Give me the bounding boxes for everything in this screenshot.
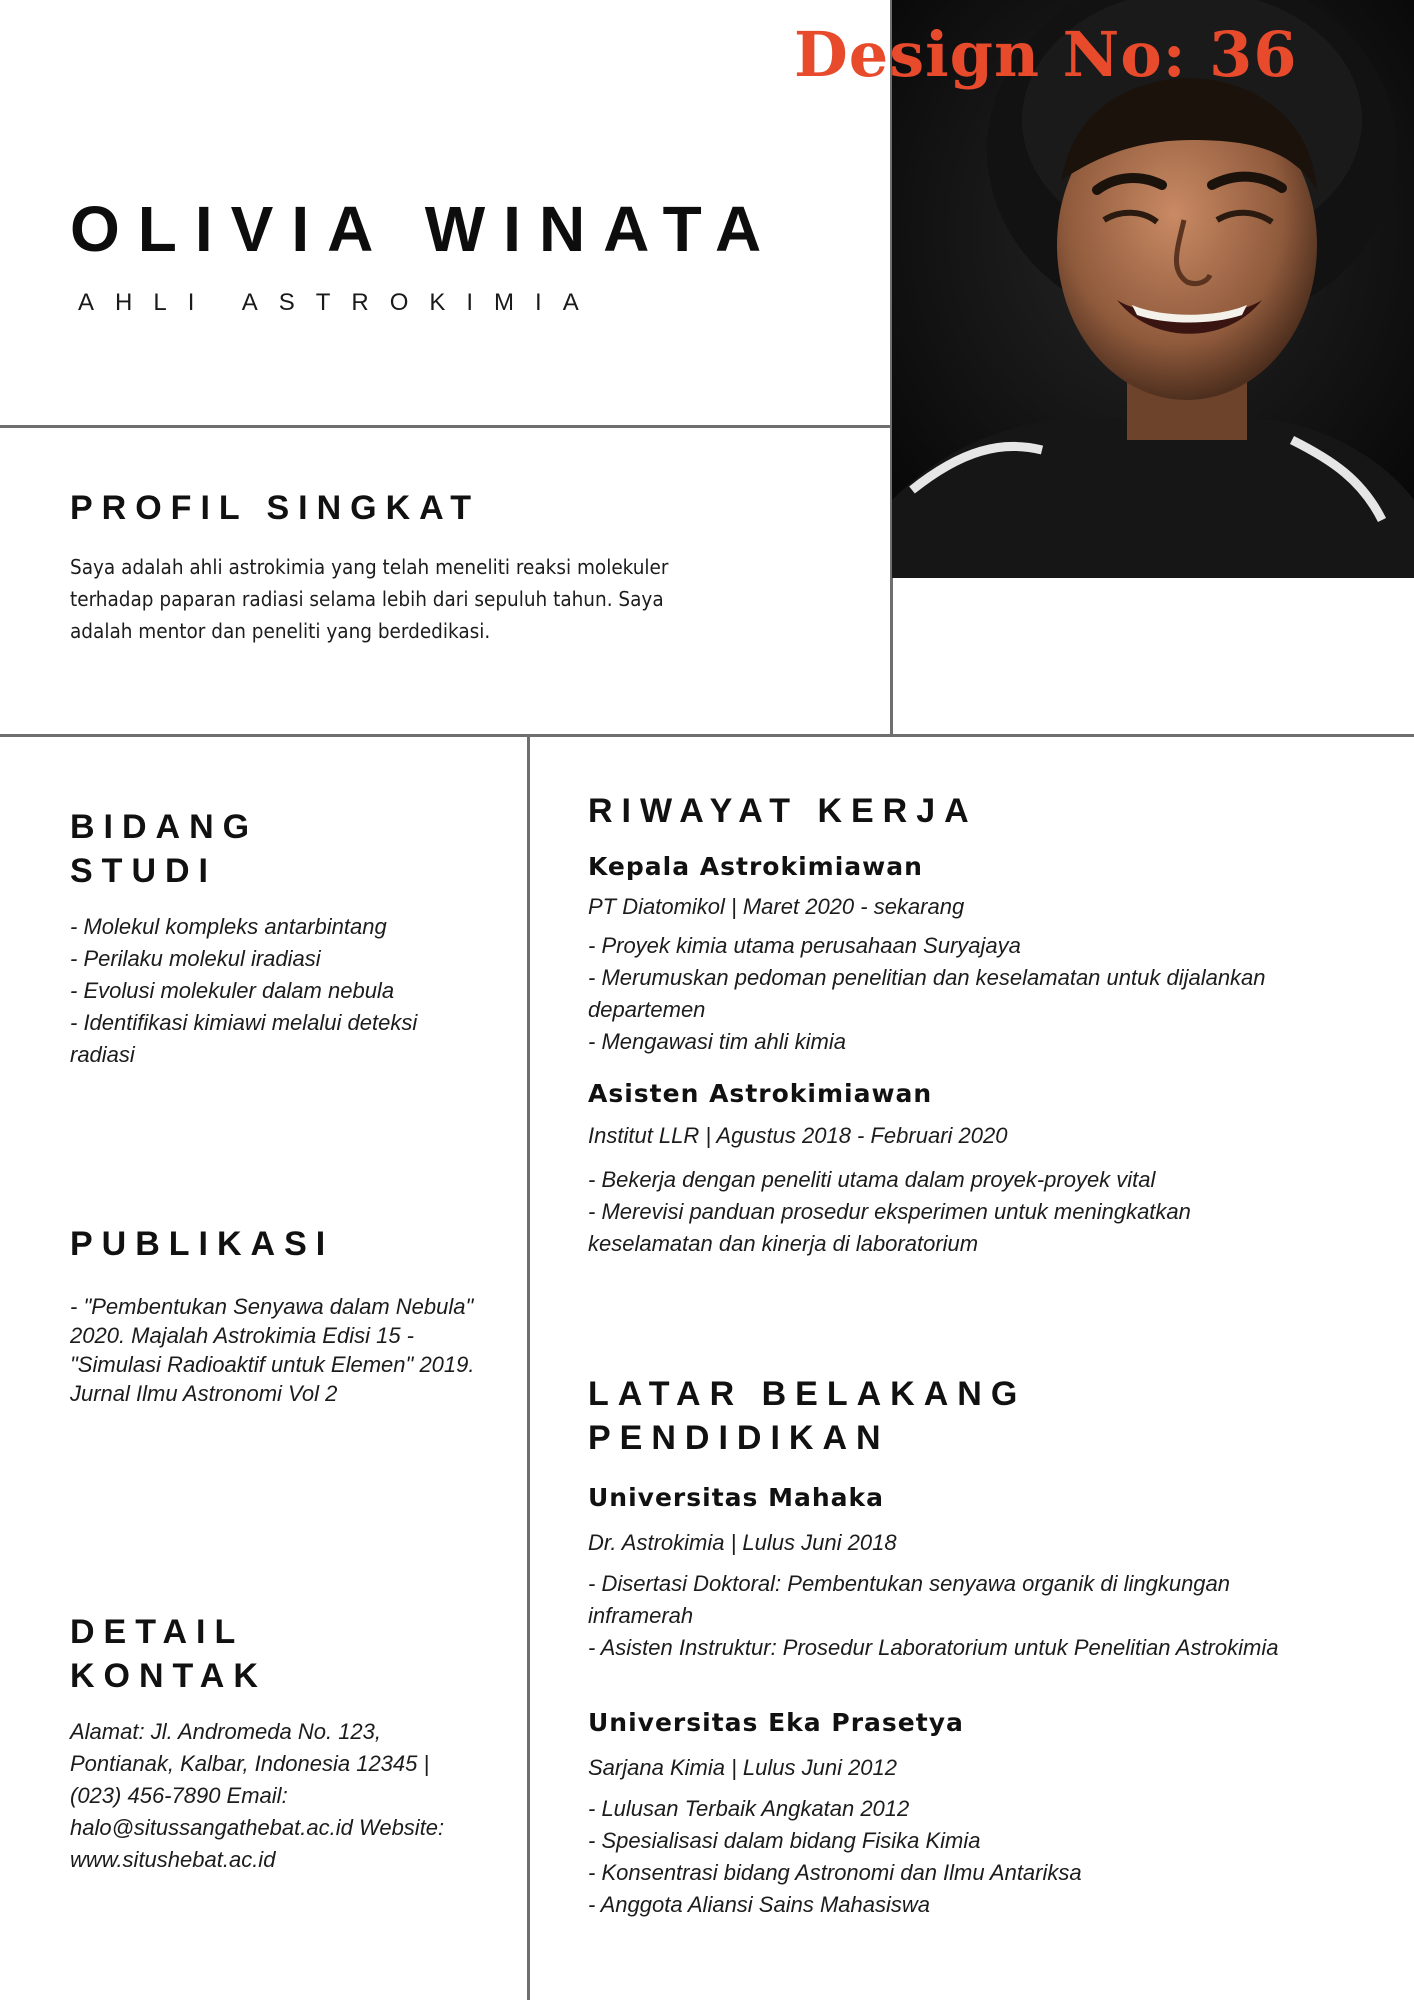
school-meta: Dr. Astrokimia | Lulus Juni 2018 — [588, 1530, 897, 1555]
profile-heading: PROFIL SINGKAT — [70, 489, 480, 527]
education-heading-line: LATAR BELAKANG — [588, 1375, 1027, 1413]
contact-line: (023) 456-7890 Email: — [70, 1783, 288, 1808]
work-heading: RIWAYAT KERJA — [588, 792, 978, 830]
list-item: inframerah — [588, 1603, 694, 1628]
publications-text — [70, 1292, 475, 1408]
list-item: - Evolusi molekuler dalam nebula — [70, 978, 395, 1003]
school-title: Universitas Eka Prasetya — [588, 1708, 964, 1737]
divider-header — [0, 425, 892, 428]
list-item: - Mengawasi tim ahli kimia — [588, 1029, 846, 1054]
list-item: - Spesialisasi dalam bidang Fisika Kimia — [588, 1828, 981, 1853]
list-item: - Merevisi panduan prosedur eksperimen untuk meningkatkan — [588, 1199, 1191, 1224]
study-heading-line: BIDANG — [70, 808, 259, 846]
contact-heading-line: KONTAK — [70, 1657, 267, 1695]
job-meta: PT Diatomikol | Maret 2020 - sekarang — [588, 894, 965, 919]
study-heading — [70, 805, 258, 893]
profile-line: adalah mentor dan peneliti yang berdedikasi. — [70, 619, 491, 643]
education-heading — [588, 1372, 1026, 1460]
school-meta: Sarjana Kimia | Lulus Juni 2012 — [588, 1755, 898, 1780]
contact-heading-line: DETAIL — [70, 1613, 245, 1651]
publication-line: - "Pembentukan Senyawa dalam Nebula" — [70, 1294, 474, 1319]
contact-line: www.situshebat.ac.id — [70, 1847, 276, 1872]
design-number-label: Design No: 36 — [794, 18, 1298, 91]
list-item: - Disertasi Doktoral: Pembentukan senyawa organik di lingkungan — [588, 1571, 1231, 1596]
divider-middle — [0, 734, 1414, 737]
job-duties — [588, 1164, 1191, 1260]
school-title: Universitas Mahaka — [588, 1483, 885, 1512]
publication-line: 2020. Majalah Astrokimia Edisi 15 - — [70, 1323, 415, 1348]
profile-line: terhadap paparan radiasi selama lebih dari sepuluh tahun. Saya — [70, 587, 664, 611]
contact-text — [70, 1716, 444, 1876]
job-duties — [588, 930, 1266, 1058]
list-item: - Merumuskan pedoman penelitian dan keselamatan untuk dijalankan — [588, 965, 1266, 990]
contact-line: halo@situssangathebat.ac.id Website: — [70, 1815, 445, 1840]
divider-vertical-columns — [527, 736, 530, 2000]
publication-line: "Simulasi Radioaktif untuk Elemen" 2019. — [70, 1352, 475, 1377]
study-list — [70, 911, 417, 1071]
list-item: keselamatan dan kinerja di laboratorium — [588, 1231, 979, 1256]
list-item: - Perilaku molekul iradiasi — [70, 946, 321, 971]
profile-line: Saya adalah ahli astrokimia yang telah meneliti reaksi molekuler — [70, 555, 669, 579]
list-item: radiasi — [70, 1042, 135, 1067]
profile-text — [70, 551, 668, 647]
contact-line: Pontianak, Kalbar, Indonesia 12345 | — [70, 1751, 430, 1776]
job-meta: Institut LLR | Agustus 2018 - Februari 2020 — [588, 1123, 1008, 1148]
list-item: - Bekerja dengan peneliti utama dalam proyek-proyek vital — [588, 1167, 1156, 1192]
list-item: - Identifikasi kimiawi melalui deteksi — [70, 1010, 418, 1035]
job-title: Kepala Astrokimiawan — [588, 852, 923, 881]
contact-heading — [70, 1610, 267, 1698]
school-details — [588, 1568, 1278, 1664]
publication-line: Jurnal Ilmu Astronomi Vol 2 — [70, 1381, 338, 1406]
list-item: departemen — [588, 997, 706, 1022]
school-details — [588, 1793, 1082, 1921]
list-item: - Molekul kompleks antarbintang — [70, 914, 387, 939]
list-item: - Anggota Aliansi Sains Mahasiswa — [588, 1892, 930, 1917]
list-item: - Lulusan Terbaik Angkatan 2012 — [588, 1796, 910, 1821]
contact-line: Alamat: Jl. Andromeda No. 123, — [70, 1719, 382, 1744]
list-item: - Asisten Instruktur: Prosedur Laboratorium untuk Penelitian Astrokimia — [588, 1635, 1279, 1660]
list-item: - Proyek kimia utama perusahaan Suryajaya — [588, 933, 1021, 958]
list-item: - Konsentrasi bidang Astronomi dan Ilmu Antariksa — [588, 1860, 1082, 1885]
education-heading-line: PENDIDIKAN — [588, 1419, 890, 1457]
person-role: AHLI ASTROKIMIA — [78, 289, 600, 316]
publications-heading: PUBLIKASI — [70, 1225, 335, 1263]
job-title: Asisten Astrokimiawan — [588, 1079, 933, 1108]
study-heading-line: STUDI — [70, 852, 217, 890]
person-name: OLIVIA WINATA — [70, 193, 780, 265]
